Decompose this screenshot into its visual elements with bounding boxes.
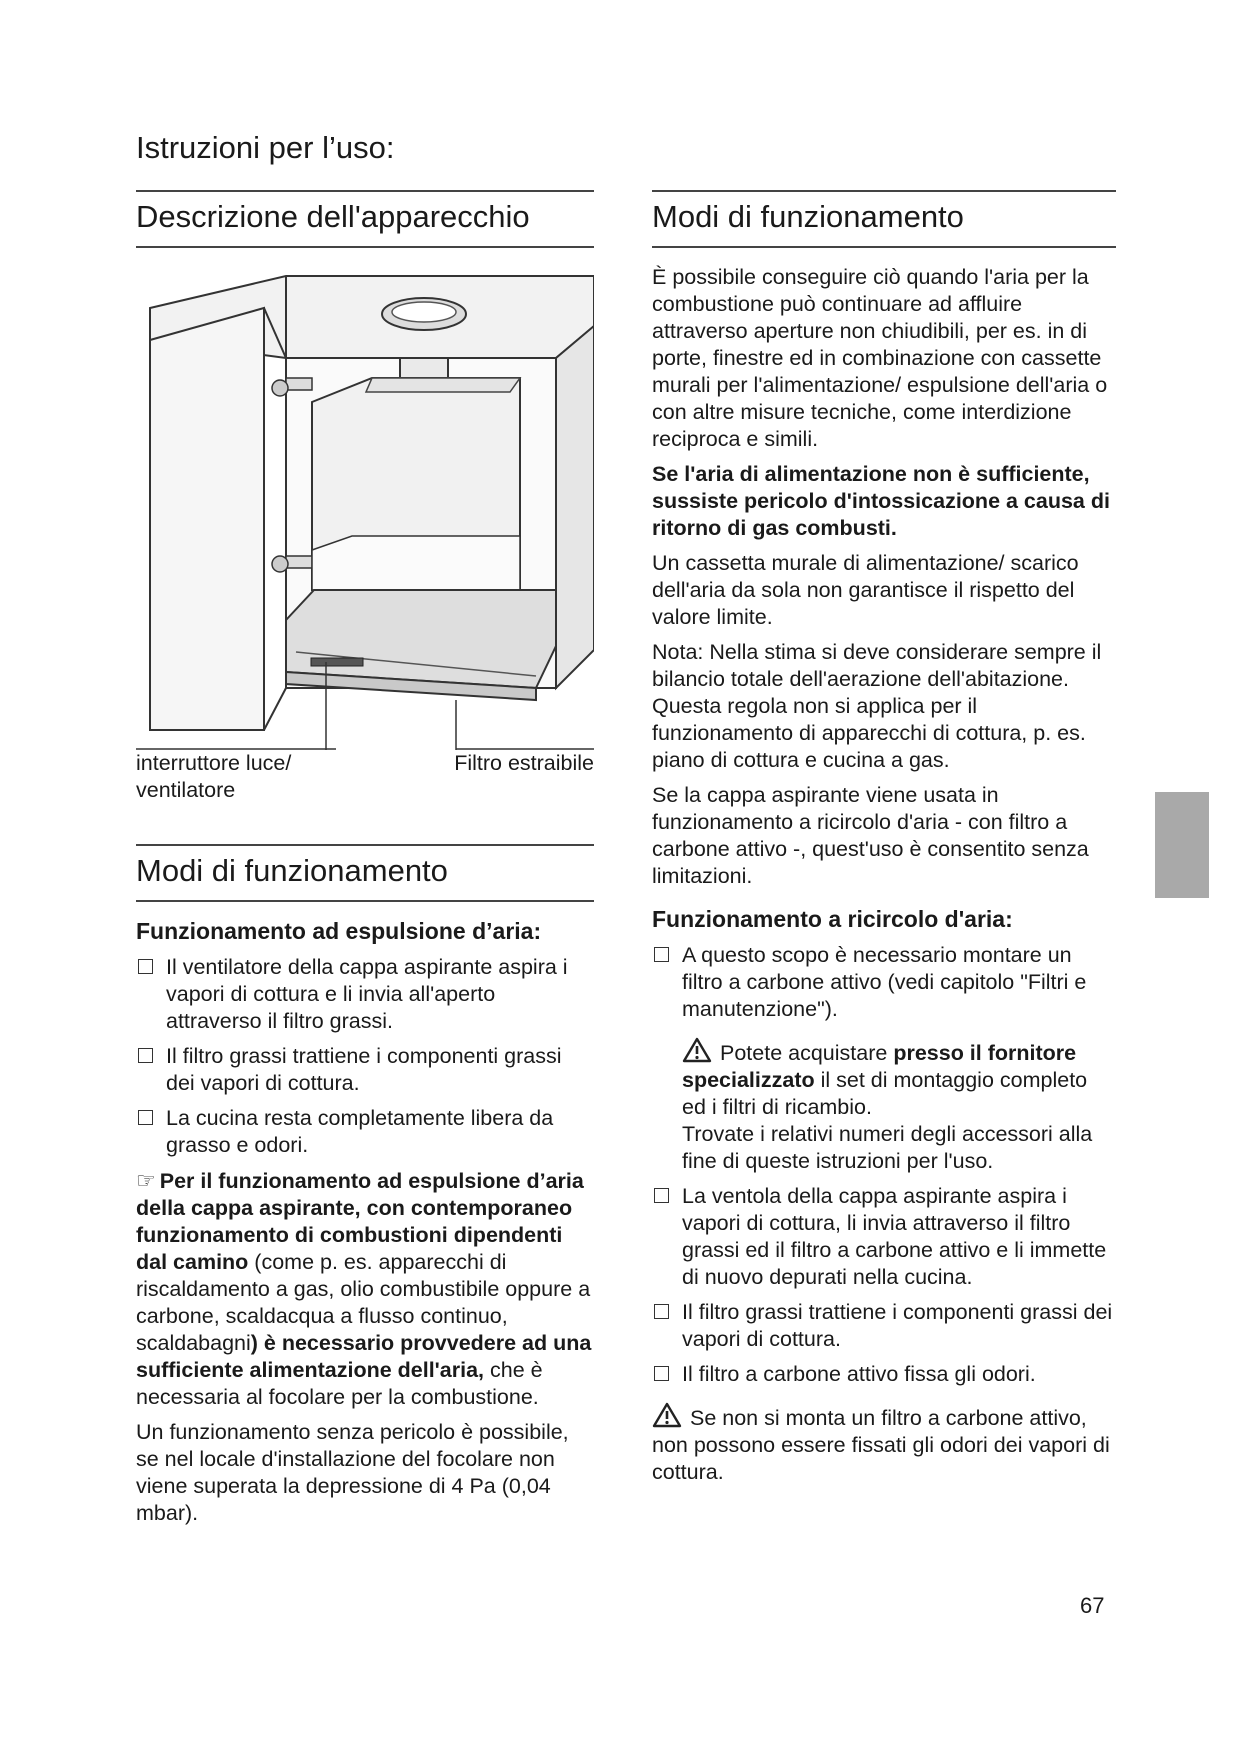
right-column	[652, 190, 1116, 1494]
pointing-hand-icon: ☞	[136, 1168, 156, 1193]
checkbox-bullet-icon	[654, 1366, 669, 1381]
label-removable-filter: Filtro estraibile	[454, 751, 594, 775]
list-item: Il filtro grassi trattiene i componenti grassi dei vapori di cottura.	[136, 1043, 594, 1097]
final-warning: Se non si monta un filtro a carbone attivo, non possono essere fissati gli odori dei vapori di cottura.	[652, 1402, 1116, 1486]
page-number: 67	[1080, 1593, 1105, 1618]
list-item: La ventola della cappa aspirante aspira i vapori di cottura, li invia attraverso il filtro grassi ed il filtro a carbone attivo e li immette di nuovo depurati nella cucina.	[652, 1183, 1116, 1291]
list-item: A questo scopo è necessario montare un filtro a carbone attivo (vedi capitolo "Filtri e manutenzione").	[652, 942, 1116, 1023]
warning-triangle-icon	[652, 1402, 682, 1428]
range-hood-drawing	[136, 260, 594, 750]
exhaust-warning: ☞ Per il funzionamento ad espulsione d’aria della cappa aspirante, con contemporaneo funzionamento di combustioni dipendenti dal camino (come p. es. apparecchi di riscaldamento a gas, olio combustibile oppure a carbone, scaldacqua a flusso continuo, scaldabagni) è necessario provvedere ad una sufficiente alimentazione dell'aria, che è necessaria al focolare per la combustione.	[136, 1168, 592, 1409]
exhaust-mode-heading: Funzionamento ad espulsione d’aria:	[136, 918, 542, 944]
page-title: Istruzioni per l’uso:	[136, 130, 395, 165]
list-item: Il filtro a carbone attivo fissa gli odori.	[652, 1361, 1116, 1388]
checkbox-bullet-icon	[138, 959, 153, 974]
paragraph: È possibile conseguire ciò quando l'aria per la combustione può continuare ad affluire attraverso aperture non chiudibili, per es. in di porte, finestre ed in combinazione con cassette murali per l'alimentazione/ espulsione dell'aria o con altre misure tecniche, come interdizione reciproca e simili.	[652, 265, 1108, 451]
range-hood-illustration	[136, 260, 594, 750]
list-item: Il ventilatore della cappa aspirante aspira i vapori di cottura e li invia all'aperto attraverso il filtro grassi.	[136, 954, 594, 1035]
danger-paragraph: Se l'aria di alimentazione non è sufficiente, sussiste pericolo d'intossicazione a causa di ritorno di gas combusti.	[652, 462, 1110, 540]
checkbox-bullet-icon	[654, 1304, 669, 1319]
recirculation-heading: Funzionamento a ricircolo d'aria:	[652, 906, 1013, 932]
accessory-note: Potete acquistare presso il fornitore specializzato il set di montaggio completo ed i filtri di ricambio. Trovate i relativi numeri degli accessori alla fine di queste istruzioni per l'uso.	[652, 1037, 1116, 1175]
list-item: La cucina resta completamente libera da grasso e odori.	[136, 1105, 594, 1159]
left-column	[136, 190, 594, 1535]
checkbox-bullet-icon	[138, 1110, 153, 1125]
checkbox-bullet-icon	[654, 1188, 669, 1203]
paragraph: Se la cappa aspirante viene usata in funzionamento a ricircolo d'aria - con filtro a carbone attivo -, quest'uso è consentito senza limitazioni.	[652, 783, 1089, 888]
section-heading-description: Descrizione dell'apparecchio	[136, 190, 594, 248]
chapter-tab	[1155, 792, 1209, 898]
warning-triangle-icon	[682, 1037, 712, 1063]
checkbox-bullet-icon	[654, 947, 669, 962]
note-paragraph: Nota: Nella stima si deve considerare sempre il bilancio totale dell'aerazione dell'abitazione. Questa regola non si applica per il funzionamento di apparecchi di cottura, p. es. piano di cottura e cucina a gas.	[652, 640, 1102, 772]
figure-labels	[136, 750, 594, 814]
checkbox-bullet-icon	[138, 1048, 153, 1063]
paragraph: Un cassetta murale di alimentazione/ scarico dell'aria da sola non garantisce il rispetto del valore limite.	[652, 551, 1079, 629]
label-light-fan-switch: interruttore luce/ ventilatore	[136, 751, 292, 802]
section-heading-modes-right: Modi di funzionamento	[652, 190, 1116, 248]
section-heading-modes-left: Modi di funzionamento	[136, 844, 594, 902]
safe-operation-text: Un funzionamento senza pericolo è possibile, se nel locale d'installazione del focolare non viene superata la depressione di 4 Pa (0,04 mbar).	[136, 1420, 569, 1525]
list-item: Il filtro grassi trattiene i componenti grassi dei vapori di cottura.	[652, 1299, 1116, 1353]
